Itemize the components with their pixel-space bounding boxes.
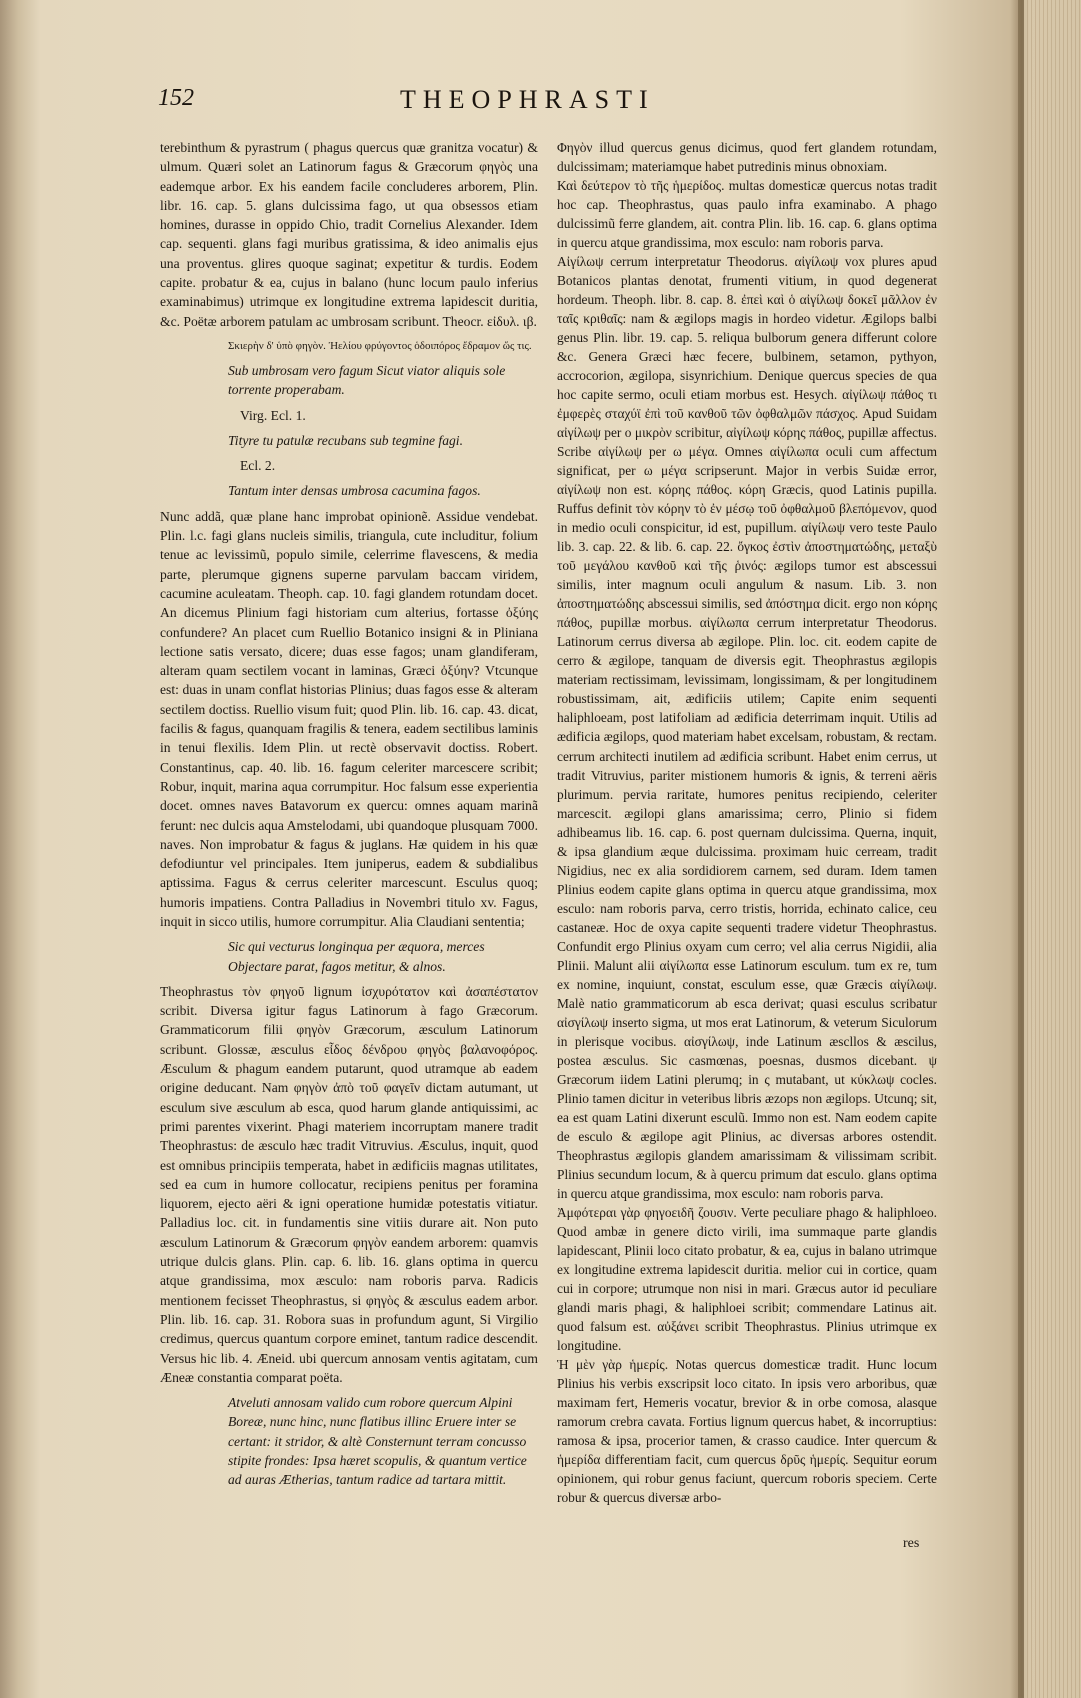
paragraph: terebinthum & pyrastrum ( phagus quercus quæ granitza vocatur) & ulmum. Quæri solet an Latinorum fagus & Græcorum φηγὸς una eademque arbor. Ex his eandem facile concluderes arborem, Plin. libr. 16. cap. 5. glans dulcissima fago, ut qua obsessos etiam homines, durasse in oppido Chio, tradit Cornelius Alexander. Idem cap. sequenti. glans fagi muribus gratissima, & ideo animalis ejus una proventus. glires quoque saginat; expetitur & turdis. Eodem capite. probatur & ea, cujus in balano (hunc locum paulo inferius examinabimus) utrimque ex longitudine extrema lapidescit duritia, &c. Poëtæ arborem patulam ac umbrosam scribunt. Theocr. εἰδυλ. ιβ. <box>160 140 538 329</box>
verse-quotation: Tityre tu patulæ recubans sub tegmine fagi. <box>228 432 463 448</box>
paragraph: Καὶ δεύτερον τὸ τῆς ἡμερίδος. multas domesticæ quercus notas tradit hoc cap. Theophrastus, quas paulo infra examinabo. A phago dulcissimũ ferre glandem, ait. contra Plin. lib. 16. cap. 6. glans optima in quercu atque grandissima, mox esculo: nam roboris parva. <box>557 178 937 251</box>
verse-quotation: Atveluti annosam valido cum robore quercum Alpini Boreæ, nunc hinc, nunc flatibus illinc Eruere inter se certant: it stridor, & altè Consternunt terram concusso stipite frondes: Ipsa hæret scopulis, & quantum vertice ad auras Ætherias, tantum radice ad tartara mittit. <box>228 1395 527 1488</box>
paragraph: Ἀμφότεραι γὰρ φηγοειδῆ ζουσιν. Verte peculiare phago & haliphloeo. Quod ambæ in genere dicto virili, ima summaque parte glandis lapidescant, Plinii loco citato probatur, & ea, cujus in balano utrimque ex longitudine extrema lapidescit duritia. melior cui in cortice, quam cui in corpore; utrumque non nisi in mari. Græcus autor id peculiare glandi maris phagi, & haliphloei scribit; commendare Latinus ait. quod falsum est. αὐξάνει scribit Theophrastus. Plinius utrimque ex longitudine. <box>557 1204 937 1353</box>
paragraph: Αἰγίλωψ cerrum interpretatur Theodorus. αἰγίλωψ vox plures apud Botanicos plantas denotat, frumenti vitium, in quod degenerat hordeum. Theoph. libr. 8. cap. 8. ἐπεὶ καὶ ὁ αἰγίλωψ δοκεῖ μᾶλλον ἐν ταῖς κριθαῖς: nam & ægilops magis in hordeo videtur. Ægilops balbi genus Plin. libr. 19. cap. 5. reliqua bulborum genera differunt colore &c. Genera Græci hæc fecere, bulbinem, setamon, pythyon, accrocorion, ægilopa, sisynrichium. Denique quercus species de qua hoc capite sermo, oculi etiam morbus est. Hesych. αἰγίλωψ πάθος τι ἐμφερὲς σταχύϊ ἐπὶ τοῦ κανθοῦ τῶν ὀφθαλμῶν πάσχος. Apud Suidam αἰγίλωψ per o μικρὸν scribitur, αἰγίλωψ κόρης πάθος, pupillæ affectus. Scribe αἰγίλωψ per ω μέγα. Omnes αἰγίλωπα oculi cum affectum significat, per ω μέγα scripserunt. Major in verbis Suidæ error, αἰγίλωψ non est. κόρης πάθος. κόρη Græcis, quod Latinis pupilla. Ruffus definit τὸν κόρην τὸ ἐν μέσῳ τοῦ ὀφθαλμοῦ βλεπόμενον, quod in medio oculi conspicitur, id est, pupillum. αἰγίλωψ vero teste Paulo lib. 3. cap. 22. & lib. 6. cap. 22. ὄγκος ἐστὶν ἀποστηματώδης, μεταξὺ τοῦ μεγάλου κανθοῦ καὶ τῆς ῥινός: ægilops tumor est abscessui similis, inter magnum oculi angulum & nasum. Lib. 3. non ἀποστηματώδης abscessui similis, sed ἀπόστημα dicit. ergo non κόρης πάθος, pupillæ morbus. αἰγίλωπα cerrum interpretatur Theodorus. Latinorum cerrus diversa ab ægilope. Plin. loc. cit. eodem capite de cerro & ægilope, tanquam de diversis egit. Theophrastus ægilopis materiam rectissimam, levissimam, longissimam, & per longitudinem robustissimam, ait, ædificiis utilem; Capite enim sequenti haliphloeam, post latifoliam ad ædificia deterrimam inquit. Utilis ad ædificia ægilops, quod materiam habet excelsam, robustam, & rectam. cerrum architecti inutilem ad ædificia scribunt. Habet enim cerrus, ut tradit Vitruvius, pariter mistionem humoris & ignis, & terreni aëris plurimum. pervia raritate, humores penitus recipiendo, celeriter marcescit. ægilopi glans amarissima; cerro, Plinio si fidem adhibeamus lib. 16. cap. 6. post quernam dulcissima. Querna, inquit, & ipsa glandium æque dulcissima. proximam huic cerream, tradit Nigidius, nec ex alia sordidiorem carnem, sed duram. Idem tamen Plinius eodem capite glans optima in quercu atque grandissima, mox esculo: nam roboris parva, cerro tristis, horrida, echinato calice, ceu castaneæ. Hoc de oxya capite sequenti tradere videtur Theophrastus. Confundit ergo Plinius oxyam cum cerro; vel alia cerrus Nigidii, alia Plinii. Malunt alii αἰγίλωπα esse Latinorum esculum. tum ex re, tum ex nomine, inquiunt, constat, esculum esse, quæ Græcis αἰγίλωψ. Malè natio grammaticorum ab esca derivat; quasi esculus scribatur αἰσγίλωψ inserto sigma, ut mos erat Latinorum, & veterum Siculorum in plerisque vocibus. αἰσγίλωψ, inde Latinum æscllos & æscilus, postea æsculus. Sic casmœnas, poesnas, dusmos dicebant. ψ Græcorum iidem Latini plerumq; in ς mutabant, ut κύκλωψ cocles. Plinio tamen dicitur in veteribus libris æzops non ægilops. Utcunq; sit, ea est quam Latini dixerunt esculũ. Immo non est. Nam eodem capite de esculo & ægilope agit Plinius, ac diversas arbores ostendit. Theophrastus ægilopis glandem amarissimam & vilissimam scribit. Plinius secundum locum, & à quercu primum dat esculo. glans optima in quercu atque grandissima, mox esculo: nam roboris parva. <box>557 254 937 1201</box>
running-head: THEOPHRASTI <box>400 85 655 114</box>
page-number: 152 <box>158 85 194 111</box>
page-edges <box>1024 0 1081 1698</box>
citation: Ecl. 2. <box>240 458 276 474</box>
verse-quotation: Sic qui vecturus longinqua per æquora, merces Objectare parat, fagos metitur, & alnos. <box>228 939 485 974</box>
greek-quotation: Σκιερὴν δ' ὑπὸ φηγὸν. Ἠελίου φρύγοντος ὁδοιπόρος ἔδραμον ὥς τις. <box>228 339 532 352</box>
citation: Virg. Ecl. 1. <box>240 407 306 423</box>
verse-quotation: Sub umbrosam vero fagum Sicut viator aliquis sole torrente properabam. <box>228 362 506 398</box>
catchword: res <box>903 1536 920 1551</box>
right-column <box>557 138 937 1507</box>
verse-quotation: Tantum inter densas umbrosa cacumina fagos. <box>228 483 481 499</box>
paragraph: Φηγὸν illud quercus genus dicimus, quod fert glandem rotundam, dulcissimam; materiamque habet putredinis minus obnoxiam. <box>557 140 937 175</box>
left-column <box>160 138 538 1496</box>
paragraph: Ἡ μὲν γὰρ ἡμερίς. Notas quercus domesticæ tradit. Hunc locum Plinius his verbis exscripsit loco citato. In ipsis vero arboribus, quæ maximam fert, Hemeris vocatur, brevior & in orbe comosa, alasque ramorum crebra cavata. Fortius lignum quercus habet, & incorruptius: ramosa & ipsa, procerior tamen, & crasso caudice. Inter quercum & ἡμερίδα differentiam facit, cum quercus δρῦς ἡμερίς. Sequitur eorum opinionem, qui robur genus faciunt, quercum roboris speciem. Certe robur & quercus diversæ arbo- <box>557 1357 937 1506</box>
paragraph: Nunc addã, quæ plane hanc improbat opinionẽ. Assidue vendebat. Plin. l.c. fagi glans nucleis similis, triangula, cute includitur, folium tenue ac levissimũ, populo simile, celerrime flavescens, & media parte, plerumque gignens superne parvulam baccam viridem, cacumine aculeatam. Theoph. cap. 10. fagi glandem rotundam docet. An dicemus Plinium fagi historiam cum alterius, fortasse ὀξύης confundere? An placet cum Ruellio Botanico insigni & in Pliniana lectione satis versato, dicere; duas esse fagos; unam glandiferam, alteram quam sectilem vocant in laminas, Græci ὀξύην? Vtcunque est: duas in unam conflat historias Plinius; duas fagos esse & alteram sectilem doctiss. Ruellio visum fuit; quod Plin. lib. 16. cap. 43. dicat, facilis & fagus, quanquam fragilis & tenera, eadem sectilibus laminis in tenui flexilis. Idem Plin. ut rectè observavit doctiss. Robert. Constantinus, cap. 40. lib. 16. fagum celeriter marcescere scribit; Robur, inquit, marina aqua corrumpitur. Hoc falsum esse experientia docet. omnes naves Batavorum ex quercu: omnes aquam marinã ferunt: nec dulcis aqua Amstelodami, ubi quandoque plusquam 7000. naves. Non improbatur & fagus & juglans. Hæ quidem in his quæ defodiuntur vel principales. Item juniperus, eadem & subdialibus aptissima. Fagus & cerrus celeriter marcescunt. Esculus quoq; humoris impatiens. Contra Palladius in Novembri titulo xv. Fagus, inquit in sicco utilis, humore corrumpitur. Alia Claudiani sententia; <box>160 508 538 929</box>
paragraph: Theophrastus τὸν φηγοῦ lignum ἰσχυρότατον καὶ ἀσαπέστατον scribit. Diversa igitur fagus Latinorum à fago Græcorum. Grammaticorum filii φηγὸν Græcorum, æsculum Latinorum scribunt. Glossæ, æsculus εἶδος δένδρου φηγὸς βαλανοφόρος. Æsculum & phagum eandem putarunt, quod utramque ab eadem origine deducant. Nam φηγὸν ἀπὸ τοῦ φαγεῖν dictam autumant, ut esculum sive æsculum ab esca, quod harum glande antiquissimi, ac primi parentes vixerint. Phagi materiem incorruptam manere tradit Theophrastus: de æsculo hæc tradit Vitruvius. Æsculus, inquit, quod est omnibus principiis temperata, habet in ædificiis magnas utilitates, sed ea cum in humore collocatur, recipiens penitus per foramina liquorem, ejecto aëri & igni operatione humidæ potestatis vitiatur. Palladius loc. cit. in fundamentis sine vitiis durare ait. Non puto æsculum Latinorum & Græcorum φηγὸν eandem arborem: quamvis utrique dulcis glans. Plin. cap. 6. lib. 16. glans optima in quercu atque grandissima, mox æsculo: nam roboris parva. Radicis mentionem fecisset Theophrastus, si φηγὸς & æsculus eadem arbor. Plin. lib. 16. cap. 31. Robora suas in profundum agunt, Si Virgilio credimus, quercus quantum corpore eminet, tantum radice descendit. Versus hic lib. 4. Æneid. ubi quercum annosam ventis agitatam, cum Æneæ constantia comparat poëta. <box>160 983 538 1385</box>
